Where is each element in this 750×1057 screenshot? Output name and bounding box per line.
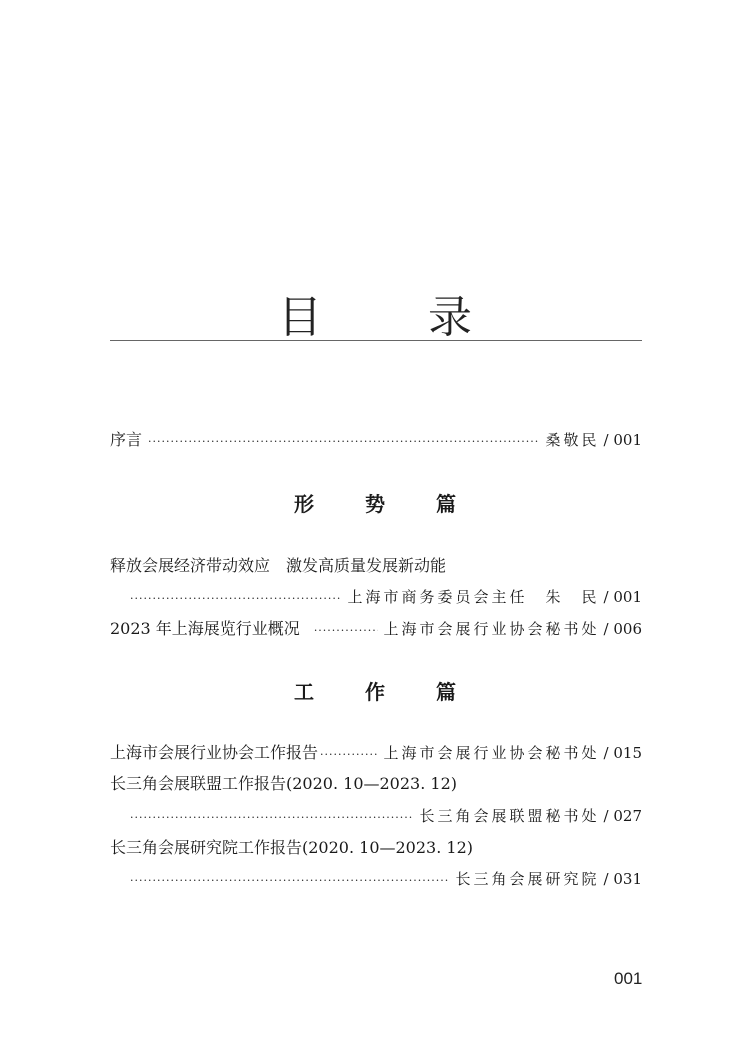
toc-entry[interactable] [110, 741, 642, 765]
section-heading-work: 工 作 篇 [294, 680, 478, 704]
toc-entry[interactable] [110, 617, 642, 641]
toc-entry-title-line[interactable] [110, 836, 642, 860]
toc-entry-author-line[interactable] [130, 804, 642, 828]
dot-leader [314, 621, 378, 641]
entry-page: / 015 [603, 744, 642, 762]
dot-leader [148, 432, 540, 452]
entry-page: / 001 [603, 431, 642, 449]
entry-author: 长三角会展联盟秘书处 [419, 807, 600, 825]
toc-entry-title-line[interactable] [110, 554, 642, 578]
entry-title: 序言 [110, 430, 143, 449]
dot-leader [130, 871, 450, 891]
dot-leader [130, 808, 414, 828]
entry-title: 长三角会展联盟工作报告(2020. 10—2023. 12) [110, 774, 457, 793]
entry-title: 长三角会展研究院工作报告(2020. 10—2023. 12) [110, 838, 473, 857]
entry-author: 上海市会展行业协会秘书处 [383, 620, 600, 638]
dot-leader [130, 589, 342, 609]
toc-entry-author-line[interactable] [130, 585, 642, 609]
toc-entry-title-line[interactable] [110, 772, 642, 796]
entry-author: 桑敬民 [545, 431, 600, 449]
entry-author: 上海市商务委员会主任 朱 民 [347, 588, 600, 606]
entry-page: / 006 [603, 620, 642, 638]
entry-title: 释放会展经济带动效应 激发高质量发展新动能 [110, 556, 447, 575]
toc-entry-author-line[interactable] [130, 867, 642, 891]
entry-title: 2023 年上海展览行业概况 [110, 619, 300, 638]
title-rule [110, 340, 642, 341]
dot-leader [320, 745, 378, 765]
entry-page: / 001 [603, 588, 642, 606]
entry-title: 上海市会展行业协会工作报告 [110, 743, 319, 762]
toc-title: 目 录 [278, 292, 518, 343]
section-heading-situation: 形 势 篇 [294, 492, 478, 516]
entry-author: 上海市会展行业协会秘书处 [383, 744, 600, 762]
entry-author: 长三角会展研究院 [455, 870, 600, 888]
page-number: 001 [614, 969, 643, 988]
toc-entry-preface[interactable] [110, 428, 642, 452]
entry-page: / 027 [603, 807, 642, 825]
entry-page: / 031 [603, 870, 642, 888]
